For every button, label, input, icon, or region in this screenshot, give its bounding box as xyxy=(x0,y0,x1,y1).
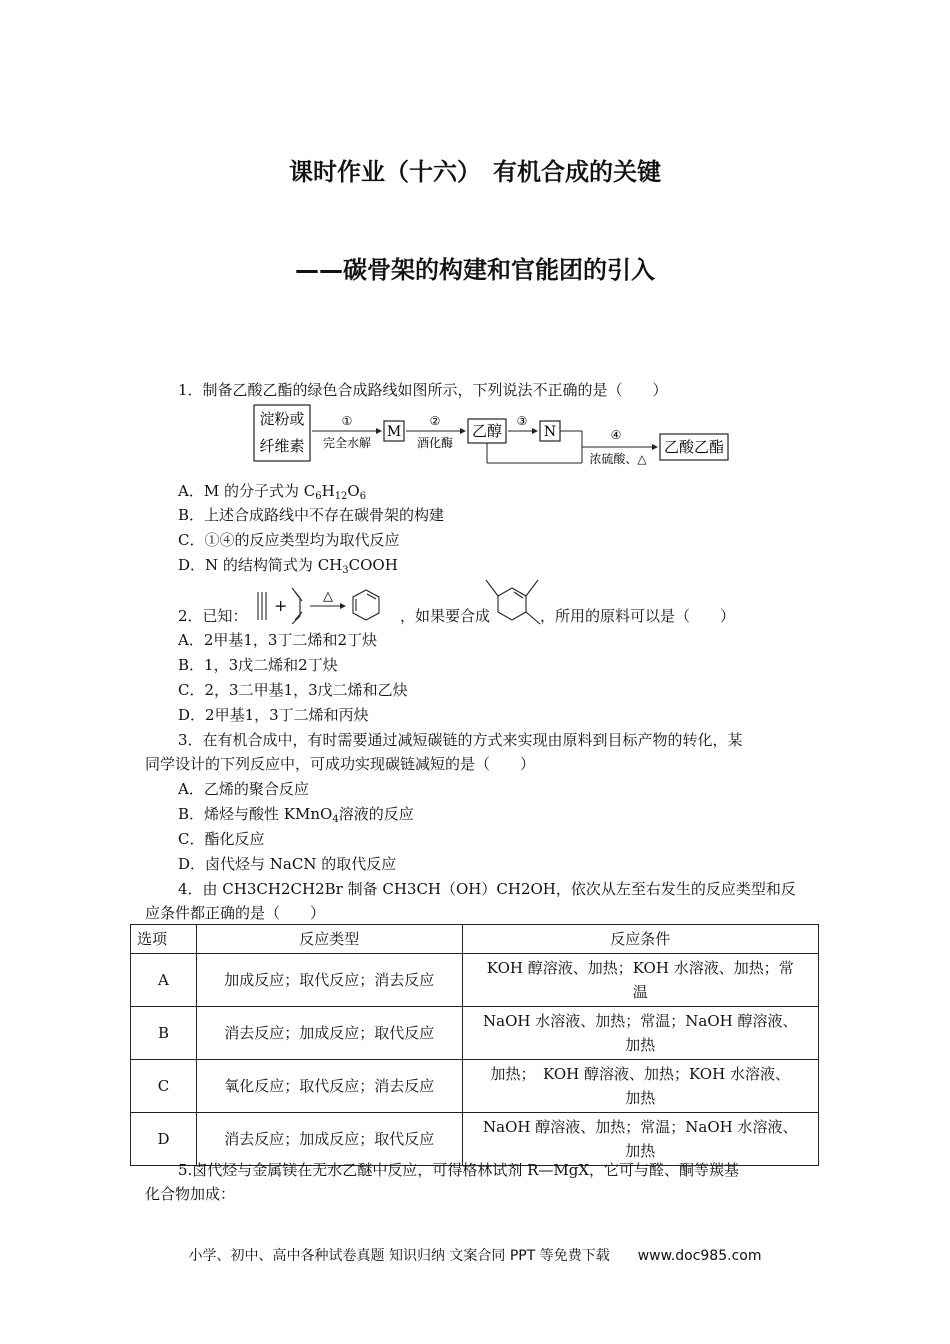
step2-condition: 酒化酶 xyxy=(416,436,454,450)
table-row xyxy=(131,1060,819,1113)
plus-sign: + xyxy=(274,596,288,615)
reaction-type-cell: 氧化反应；取代反应；消去反应 xyxy=(196,1060,462,1113)
alkyne-structure xyxy=(258,592,266,620)
q2-option-c: C．2，3二甲基1，3戊二烯和乙炔 xyxy=(178,681,408,699)
table-row xyxy=(131,1007,819,1060)
q3-option-c: C．酯化反应 xyxy=(178,830,265,848)
m-label: M xyxy=(386,424,402,440)
condition-cell: 加热； KOH 醇溶液、加热；KOH 水溶液、 加热 xyxy=(462,1060,818,1113)
option-cell: C xyxy=(131,1060,197,1113)
page-footer: 小学、初中、高中各种试卷真题 知识归纳 文案合同 PPT 等免费下载 www.doc985.com xyxy=(188,1248,762,1264)
n-label: N xyxy=(543,424,557,440)
condition-cell: KOH 醇溶液、加热；KOH 水溶液、加热；常 温 xyxy=(462,954,818,1007)
table-header-cell: 选项 xyxy=(131,925,197,954)
q2-option-b: B．1，3戊二烯和2丁炔 xyxy=(178,656,338,674)
box-n xyxy=(540,421,560,441)
q2-stem-prefix: 2．已知： xyxy=(178,607,248,625)
table-row xyxy=(131,954,819,1007)
q3-option-a: A．乙烯的聚合反应 xyxy=(178,780,309,798)
step1-condition: 完全水解 xyxy=(322,436,372,450)
option-cell: D xyxy=(131,1113,197,1166)
start-box xyxy=(254,405,310,461)
table-header-cell: 反应类型 xyxy=(196,925,462,954)
product-label: 乙酸乙酯 xyxy=(663,438,725,456)
table-row xyxy=(131,1113,819,1166)
butadiene-structure xyxy=(292,588,302,624)
q4-stem-line2: 应条件都正确的是（ ） xyxy=(145,904,326,922)
q1-option-d: D．N 的结构简式为 $CH_3COOH$ xyxy=(178,556,398,576)
box-product xyxy=(660,434,728,460)
arrow-step4 xyxy=(582,428,658,466)
start-label-line2: 纤维素 xyxy=(259,437,305,455)
cyclohexadiene-structure xyxy=(353,590,379,620)
q1-synthesis-diagram xyxy=(250,401,730,467)
q1-stem: 1．制备乙酸乙酯的绿色合成路线如图所示，下列说法不正确的是（ ） xyxy=(178,381,668,399)
reaction-arrow xyxy=(310,589,346,609)
start-label-line1: 淀粉或 xyxy=(259,410,305,428)
heat-symbol: △ xyxy=(323,589,333,604)
q5-stem-line1: 5.卤代烃与金属镁在无水乙醚中反应，可得格林试剂 R—MgX，它可与醛、酮等羰基 xyxy=(178,1161,740,1179)
arrow-step3 xyxy=(508,414,538,434)
q3-option-b: B．烯烃与酸性 KMnO$_4$溶液的反应 xyxy=(178,805,414,825)
q3-stem-line2: 同学设计的下列反应中，可成功实现碳链减短的是（ ） xyxy=(145,755,536,773)
page-subtitle: ——碳骨架的构建和官能团的引入 xyxy=(295,256,655,284)
arrow-step2 xyxy=(406,414,466,450)
q4-stem-line1: 4．由 CH3CH2CH2Br 制备 CH3CH（OH）CH2OH，依次从左至右发生的反应类型和反 xyxy=(178,880,796,898)
reaction-type-cell: 消去反应；加成反应；取代反应 xyxy=(196,1007,462,1060)
q2-stem-suffix: ，所用的原料可以是（ ） xyxy=(540,607,736,625)
q4-options-table xyxy=(130,924,819,1166)
q3-stem-line1: 3．在有机合成中，有时需要通过减短碳链的方式来实现由原料到目标产物的转化，某 xyxy=(178,731,743,749)
q2-reaction-scheme xyxy=(252,580,392,630)
q2-target-molecule xyxy=(478,574,548,632)
box-ethanol xyxy=(468,419,506,443)
condition-cell: NaOH 水溶液、加热；常温；NaOH 醇溶液、 加热 xyxy=(462,1007,818,1060)
step1-number: ① xyxy=(341,414,353,428)
q2-stem-middle: ，如果要合成 xyxy=(400,607,491,625)
q1-option-b: B．上述合成路线中不存在碳骨架的构建 xyxy=(178,506,445,524)
reaction-type-cell: 加成反应；取代反应；消去反应 xyxy=(196,954,462,1007)
q2-option-a: A．2甲基1，3丁二烯和2丁炔 xyxy=(178,631,378,649)
step2-number: ② xyxy=(429,414,441,428)
step4-number: ④ xyxy=(610,428,622,442)
q3-option-d: D．卤代烃与 NaCN 的取代反应 xyxy=(178,855,397,873)
reaction-type-cell: 消去反应；加成反应；取代反应 xyxy=(196,1113,462,1166)
table-header-row xyxy=(131,925,819,954)
arrow-step1 xyxy=(312,414,382,450)
box-m xyxy=(384,421,404,441)
ethanol-label: 乙醇 xyxy=(471,422,503,440)
q5-stem-line2: 化合物加成： xyxy=(145,1185,236,1203)
option-cell: A xyxy=(131,954,197,1007)
page-title: 课时作业（十六） 有机合成的关键 xyxy=(289,158,661,186)
table-header-cell: 反应条件 xyxy=(462,925,818,954)
option-cell: B xyxy=(131,1007,197,1060)
q2-option-d: D．2甲基1，3丁二烯和丙炔 xyxy=(178,706,369,724)
step3-number: ③ xyxy=(516,414,528,428)
q1-option-a: A．M 的分子式为 $C_6H_{12}O_6$ xyxy=(178,482,367,502)
condition-cell: NaOH 醇溶液、加热；常温；NaOH 水溶液、 加热 xyxy=(462,1113,818,1166)
step4-condition: 浓硫酸、△ xyxy=(589,452,647,466)
q1-option-c: C．①④的反应类型均为取代反应 xyxy=(178,531,400,549)
